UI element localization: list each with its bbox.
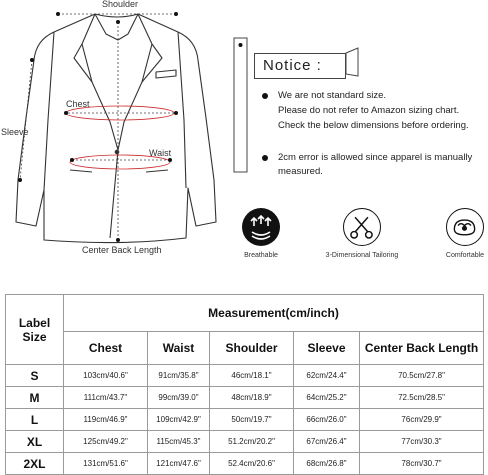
scissors-label: 3-Dimensional Tailoring bbox=[325, 252, 399, 259]
shoulder-value: 48cm/18.9" bbox=[210, 387, 294, 409]
notice-bullet bbox=[262, 93, 268, 99]
measurement-header: Measurement(cm/inch) bbox=[64, 295, 484, 332]
column-header-sleeve: Sleeve bbox=[294, 332, 360, 365]
comfortable-icon bbox=[446, 208, 484, 246]
breathable-icon bbox=[242, 208, 280, 246]
scissors-icon bbox=[343, 208, 381, 246]
breathable-label: Breathable bbox=[244, 252, 278, 259]
sleeve-value: 68cm/26.8" bbox=[294, 453, 360, 475]
waist-label: Waist bbox=[149, 148, 172, 158]
label-size-header-line1: Label bbox=[18, 315, 51, 330]
label-size-header bbox=[6, 295, 64, 365]
shoulder-value: 50cm/19.7" bbox=[210, 409, 294, 431]
shoulder-value: 51.2cm/20.2" bbox=[210, 431, 294, 453]
size-chart-table bbox=[5, 294, 484, 475]
column-header-chest: Chest bbox=[64, 332, 148, 365]
chest-label: Chest bbox=[66, 99, 90, 109]
table-row bbox=[6, 365, 484, 387]
chest-value: 119cm/46.9" bbox=[64, 409, 148, 431]
waist-value: 109cm/42.9" bbox=[148, 409, 210, 431]
chest-value: 103cm/40.6" bbox=[64, 365, 148, 387]
center-back-length-value: 78cm/30.7" bbox=[360, 453, 484, 475]
size-label: M bbox=[6, 387, 64, 409]
notice-line: measured. bbox=[278, 166, 323, 177]
table-row bbox=[6, 409, 484, 431]
size-label: 2XL bbox=[6, 453, 64, 475]
comfortable-label: Comfortable bbox=[445, 252, 485, 259]
waist-value: 99cm/39.0" bbox=[148, 387, 210, 409]
sleeve-value: 64cm/25.2" bbox=[294, 387, 360, 409]
sleeve-value: 66cm/26.0" bbox=[294, 409, 360, 431]
notice-line: Check the below dimensions before ordering. bbox=[278, 120, 469, 131]
table-row bbox=[6, 431, 484, 453]
sleeve-value: 62cm/24.4" bbox=[294, 365, 360, 387]
column-header-shoulder: Shoulder bbox=[210, 332, 294, 365]
chest-value: 131cm/51.6" bbox=[64, 453, 148, 475]
waist-value: 121cm/47.6" bbox=[148, 453, 210, 475]
table-row bbox=[6, 453, 484, 475]
center-back-length-value: 70.5cm/27.8" bbox=[360, 365, 484, 387]
center-back-length-value: 77cm/30.3" bbox=[360, 431, 484, 453]
center-back-length-label: Center Back Length bbox=[82, 245, 162, 255]
shoulder-value: 52.4cm/20.6" bbox=[210, 453, 294, 475]
size-label: XL bbox=[6, 431, 64, 453]
size-label: L bbox=[6, 409, 64, 431]
size-label: S bbox=[6, 365, 64, 387]
column-header-center-back-length: Center Back Length bbox=[360, 332, 484, 365]
chest-value: 111cm/43.7" bbox=[64, 387, 148, 409]
waist-value: 91cm/35.8" bbox=[148, 365, 210, 387]
notice-line: 2cm error is allowed since apparel is manually bbox=[278, 152, 473, 163]
shoulder-label: Shoulder bbox=[102, 0, 139, 9]
notice-line: We are not standard size. bbox=[278, 90, 387, 101]
waist-value: 115cm/45.3" bbox=[148, 431, 210, 453]
center-back-length-value: 72.5cm/28.5" bbox=[360, 387, 484, 409]
chest-value: 125cm/49.2" bbox=[64, 431, 148, 453]
notice-title: Notice : bbox=[254, 53, 346, 79]
sleeve-label: Sleeve bbox=[1, 127, 29, 137]
center-back-length-value: 76cm/29.9" bbox=[360, 409, 484, 431]
notice-bullet bbox=[262, 155, 268, 161]
table-row bbox=[6, 387, 484, 409]
column-header-waist: Waist bbox=[148, 332, 210, 365]
sleeve-value: 67cm/26.4" bbox=[294, 431, 360, 453]
notice-line: Please do not refer to Amazon sizing chart. bbox=[278, 105, 460, 116]
shoulder-value: 46cm/18.1" bbox=[210, 365, 294, 387]
label-size-header-line2: Size bbox=[22, 329, 47, 344]
jacket-diagram bbox=[0, 0, 232, 262]
